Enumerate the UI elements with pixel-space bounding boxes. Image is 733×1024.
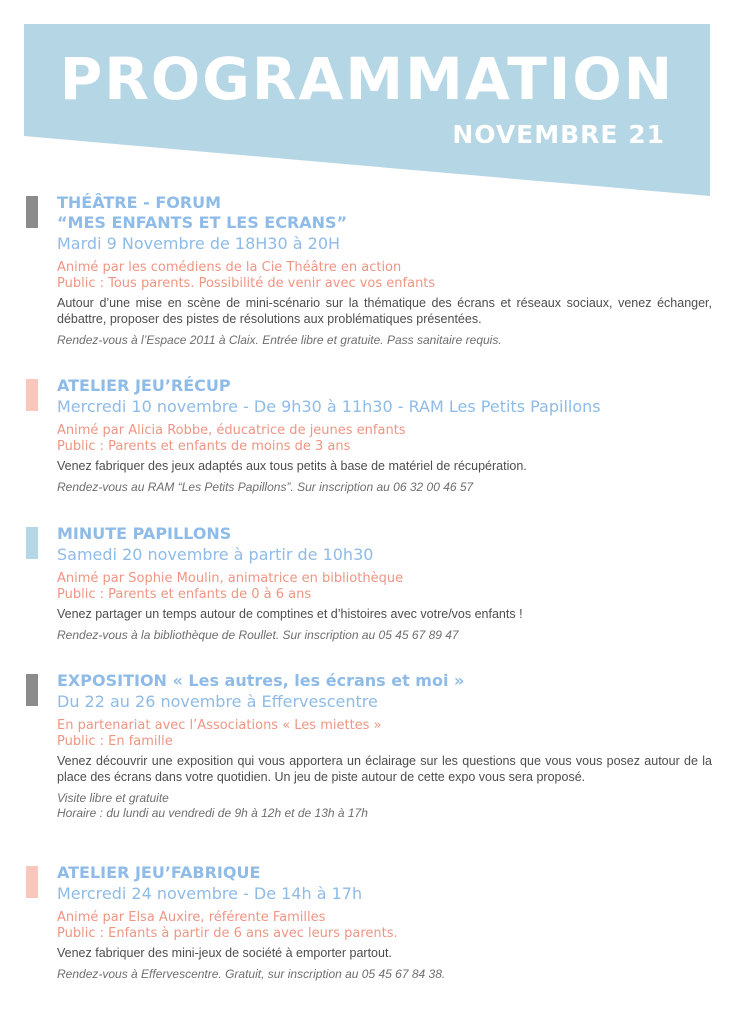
event-atelier-jeu-fabrique <box>26 863 712 982</box>
event-date: Mercredi 24 novembre - De 14h à 17h <box>57 884 363 903</box>
event-minute-papillons <box>26 524 712 643</box>
event-theatre-forum <box>26 193 712 348</box>
event-schedule: Horaire : du lundi au vendredi de 9h à 12h et de 13h à 17h <box>57 806 368 820</box>
event-title: EXPOSITION « Les autres, les écrans et moi » <box>57 671 465 690</box>
event-marker-bar <box>26 866 38 898</box>
event-description: Venez découvrir une exposition qui vous apportera un éclairage sur les questions que vous vous posez autour de la place des écrans dans votre quotidien. Un jeu de piste autour de cette expo vous sera proposé. <box>57 754 712 784</box>
event-date: Du 22 au 26 novembre à Effervescentre <box>57 692 378 711</box>
event-host: En partenariat avec l’Associations « Les miettes » <box>57 718 382 733</box>
event-description: Venez fabriquer des mini-jeux de société à emporter partout. <box>57 946 392 960</box>
event-exposition <box>26 671 712 821</box>
event-description: Autour d’une mise en scène de mini-scénario sur la thématique des écrans et réseaux sociaux, venez échanger, débattre, proposer des pistes de résolutions aux problématiques présentées. <box>57 296 712 326</box>
event-host: Animé par Elsa Auxire, référente Familles <box>57 910 326 925</box>
event-audience: Public : Tous parents. Possibilité de venir avec vos enfants <box>57 276 436 291</box>
event-date: Mercredi 10 novembre - De 9h30 à 11h30 - RAM Les Petits Papillons <box>57 397 601 416</box>
event-audience: Public : En famille <box>57 734 173 749</box>
event-audience: Public : Parents et enfants de 0 à 6 ans <box>57 587 312 602</box>
event-marker-bar <box>26 196 38 228</box>
event-note: Rendez-vous à l’Espace 2011 à Claix. Entrée libre et gratuite. Pass sanitaire requis. <box>57 333 502 347</box>
page-subtitle: NOVEMBRE 21 <box>452 120 665 149</box>
event-title: THÉÂTRE - FORUM <box>57 193 222 212</box>
event-note: Visite libre et gratuite <box>57 791 169 805</box>
event-host: Animé par Sophie Moulin, animatrice en bibliothèque <box>57 571 404 586</box>
event-title: ATELIER JEU’FABRIQUE <box>57 863 261 882</box>
event-audience: Public : Parents et enfants de moins de 3 ans <box>57 439 351 454</box>
header-banner <box>0 0 733 200</box>
event-title: ATELIER JEU’RÉCUP <box>57 376 231 395</box>
event-marker-bar <box>26 674 38 706</box>
event-title: MINUTE PAPILLONS <box>57 524 232 543</box>
event-note: Rendez-vous à la bibliothèque de Roullet. Sur inscription au 05 45 67 89 47 <box>57 628 459 642</box>
event-host: Animé par les comédiens de la Cie Théâtre en action <box>57 260 402 275</box>
event-note: Rendez-vous au RAM “Les Petits Papillons”. Sur inscription au 06 32 00 46 57 <box>57 480 474 494</box>
event-atelier-jeu-recup <box>26 376 712 495</box>
page-title: PROGRAMMATION <box>59 45 675 113</box>
event-description: Venez fabriquer des jeux adaptés aux tous petits à base de matériel de récupération. <box>57 459 527 473</box>
event-title-line2: “MES ENFANTS ET LES ECRANS” <box>57 213 348 232</box>
event-note: Rendez-vous à Effervescentre. Gratuit, sur inscription au 05 45 67 84 38. <box>57 967 446 981</box>
event-description: Venez partager un temps autour de comptines et d’histoires avec votre/vos enfants ! <box>57 607 523 621</box>
event-host: Animé par Alicia Robbe, éducatrice de jeunes enfants <box>57 423 406 438</box>
event-date: Mardi 9 Novembre de 18H30 à 20H <box>57 234 341 253</box>
event-date: Samedi 20 novembre à partir de 10h30 <box>57 545 374 564</box>
event-marker-bar <box>26 527 38 559</box>
event-audience: Public : Enfants à partir de 6 ans avec leurs parents. <box>57 926 398 941</box>
event-marker-bar <box>26 379 38 411</box>
